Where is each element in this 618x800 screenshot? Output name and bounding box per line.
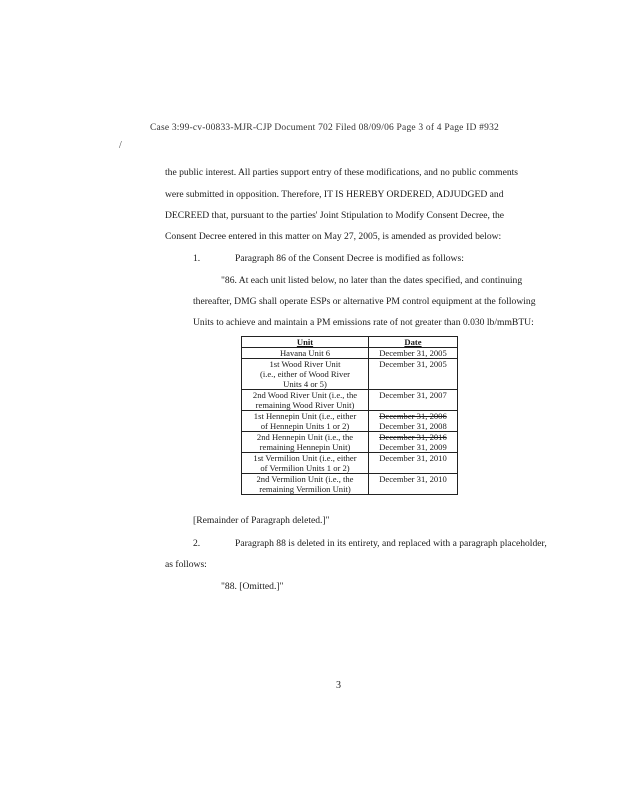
table-header-row <box>242 337 458 348</box>
unit-text: 2nd Vermilion Unit (i.e., the <box>256 474 354 484</box>
unit-text: Units 4 or 5) <box>283 379 327 389</box>
date-text: December 31, 2007 <box>379 390 447 400</box>
unit-text: 1st Wood River Unit <box>269 359 341 369</box>
date-text: December 31, 2005 <box>379 348 447 358</box>
unit-text: 2nd Hennepin Unit (i.e., the <box>256 432 354 442</box>
case-header: Case 3:99-cv-00833-MJR-CJP Document 702 Filed 08/09/06 Page 3 of 4 Page ID #932 <box>150 123 499 133</box>
table-row <box>242 390 458 411</box>
table-row <box>242 411 458 432</box>
paragraph-line: DECREED that, pursuant to the parties' Joint Stipulation to Modify Consent Decree, the <box>165 210 505 221</box>
item-1-line: Units to achieve and maintain a PM emissions rate of not greater than 0.030 lb/mmBTU: <box>193 317 534 328</box>
item-2-number: 2. <box>193 538 201 549</box>
date-cell <box>369 411 458 432</box>
unit-cell <box>242 348 369 359</box>
unit-text: 1st Hennepin Unit (i.e., either <box>253 411 357 421</box>
date-cell <box>369 453 458 474</box>
item-1-line: thereafter, DMG shall operate ESPs or alternative PM control equipment at the following <box>193 296 536 307</box>
date-cell <box>369 474 458 495</box>
item-1-line: "86. At each unit listed below, no later than the dates specified, and continuing <box>221 275 523 286</box>
item-2-continuation: as follows: <box>165 559 207 570</box>
struck-date-text: December 31, 2006 <box>379 411 447 421</box>
date-text: December 31, 2010 <box>379 453 447 463</box>
unit-cell <box>242 390 369 411</box>
unit-text: 2nd Wood River Unit (i.e., the <box>252 390 358 400</box>
table-row <box>242 453 458 474</box>
unit-cell <box>242 453 369 474</box>
date-cell <box>369 390 458 411</box>
date-text: December 31, 2005 <box>379 359 447 369</box>
unit-text: remaining Wood River Unit) <box>255 400 355 410</box>
unit-text: Havana Unit 6 <box>279 348 331 358</box>
margin-mark: / <box>119 140 122 151</box>
paragraph-line: were submitted in opposition. Therefore, IT IS HEREBY ORDERED, ADJUDGED and <box>165 189 504 200</box>
header-unit: Unit <box>242 337 369 348</box>
paragraph-line: Consent Decree entered in this matter on May 27, 2005, is amended as provided below: <box>165 231 502 242</box>
unit-text: of Hennepin Units 1 or 2) <box>260 421 350 431</box>
paragraph-line: the public interest. All parties support entry of these modifications, and no public comments <box>165 167 519 178</box>
header-date: Date <box>369 337 458 348</box>
remainder-note: [Remainder of Paragraph deleted.]" <box>193 515 330 526</box>
item-1-number: 1. <box>193 253 201 264</box>
date-cell <box>369 359 458 390</box>
unit-cell <box>242 411 369 432</box>
date-cell <box>369 432 458 453</box>
table-row <box>242 348 458 359</box>
unit-cell <box>242 359 369 390</box>
table-row <box>242 359 458 390</box>
item-2-intro: Paragraph 88 is deleted in its entirety, and replaced with a paragraph placeholder, <box>235 538 547 549</box>
unit-text: of Vermilion Units 1 or 2) <box>260 463 350 473</box>
unit-text: remaining Hennepin Unit) <box>259 442 351 452</box>
unit-text: 1st Vermilion Unit (i.e., either <box>253 453 357 463</box>
struck-date-text: December 31, 2016 <box>379 432 447 442</box>
page-number: 3 <box>336 680 341 691</box>
unit-text: (i.e., either of Wood River <box>259 369 351 379</box>
item-1-intro: Paragraph 86 of the Consent Decree is modified as follows: <box>235 253 464 264</box>
date-cell <box>369 348 458 359</box>
date-text: December 31, 2009 <box>379 442 447 452</box>
date-text: December 31, 2010 <box>379 474 447 484</box>
table-row <box>242 474 458 495</box>
unit-cell <box>242 474 369 495</box>
item-2-quote: "88. [Omitted.]" <box>221 581 284 592</box>
unit-text: remaining Vermilion Unit) <box>259 484 351 494</box>
date-text: December 31, 2008 <box>379 421 447 431</box>
table-row <box>242 432 458 453</box>
unit-cell <box>242 432 369 453</box>
units-table <box>241 336 458 495</box>
